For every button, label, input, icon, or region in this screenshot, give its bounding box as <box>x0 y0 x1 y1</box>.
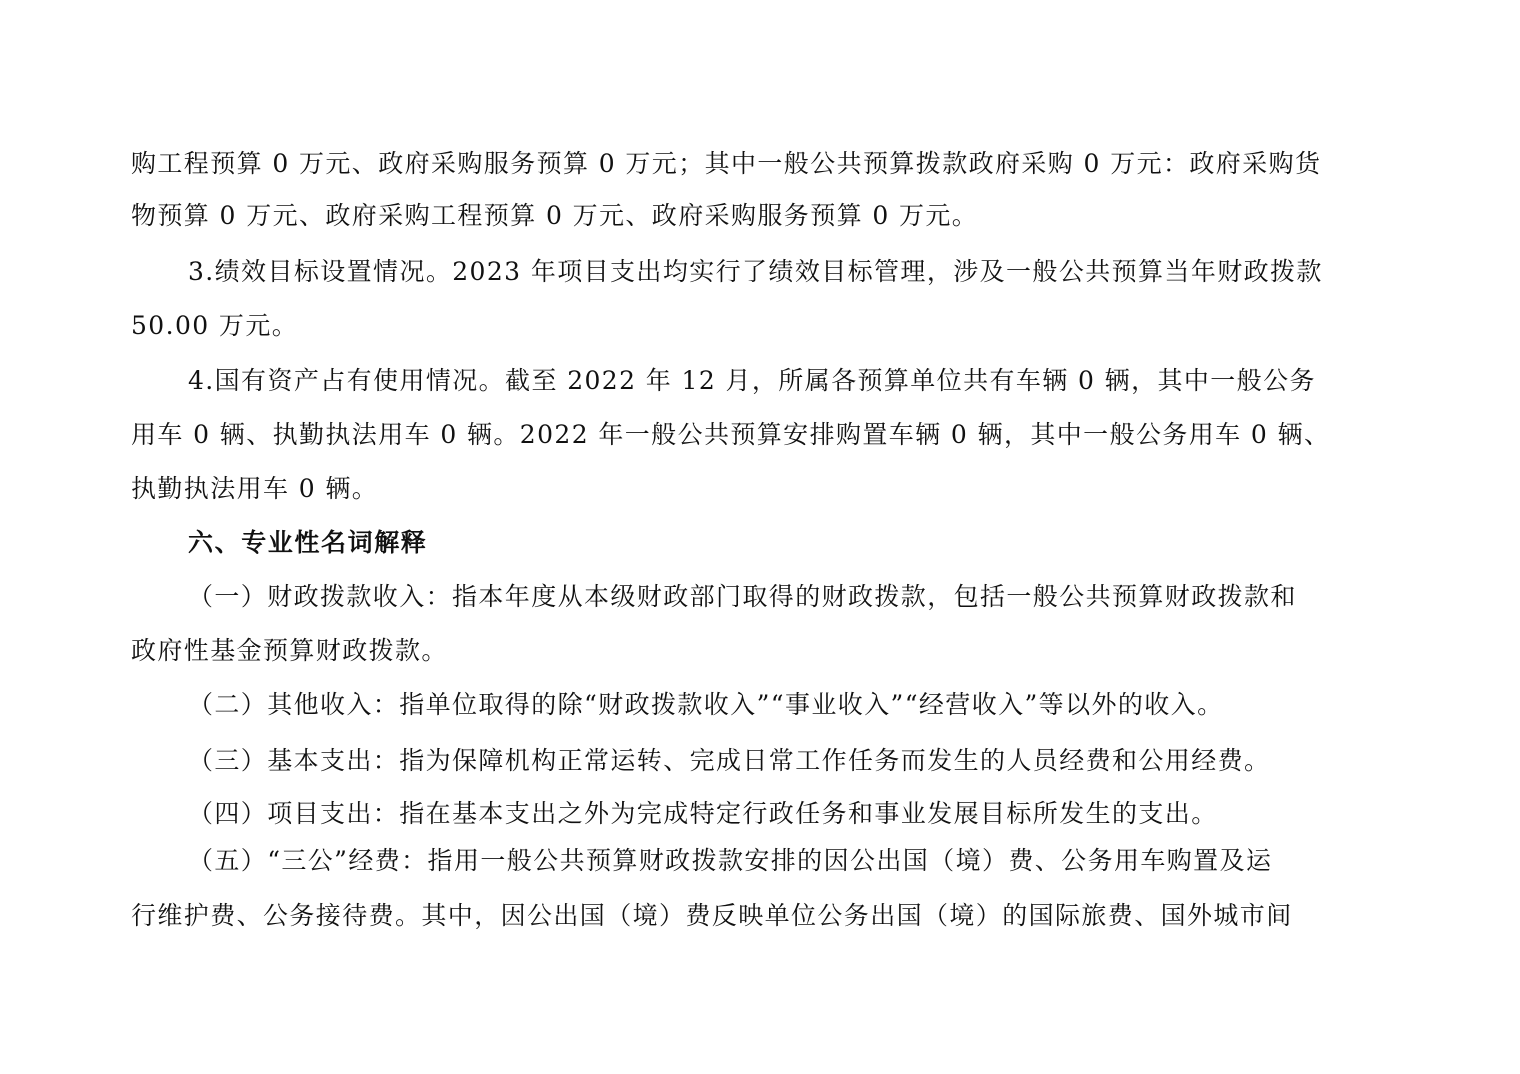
text-line-7: 执勤执法用车 0 辆。 <box>131 474 379 503</box>
text-line-9: （一）财政拨款收入：指本年度从本级财政部门取得的财政拨款，包括一般公共预算财政拨款和 <box>188 582 1297 611</box>
text-line-11: （二）其他收入：指单位取得的除“财政拨款收入”“事业收入”“经营收入”等以外的收入。 <box>188 690 1224 719</box>
text-line-3: 3.绩效目标设置情况。2023 年项目支出均实行了绩效目标管理，涉及一般公共预算当年财政拨款 <box>188 257 1323 286</box>
text-line-15: 行维护费、公务接待费。其中，因公出国（境）费反映单位公务出国（境）的国际旅费、国外城市间 <box>131 901 1293 930</box>
text-line-5: 4.国有资产占有使用情况。截至 2022 年 12 月，所属各预算单位共有车辆 0 辆，其中一般公务 <box>188 366 1316 395</box>
text-line-12: （三）基本支出：指为保障机构正常运转、完成日常工作任务而发生的人员经费和公用经费。 <box>188 746 1271 775</box>
text-line-4: 50.00 万元。 <box>131 311 299 340</box>
text-line-14: （五）“三公”经费：指用一般公共预算财政拨款安排的因公出国（境）费、公务用车购置及运 <box>188 846 1273 875</box>
text-line-1: 购工程预算 0 万元、政府采购服务预算 0 万元；其中一般公共预算拨款政府采购 0 万元：政府采购货 <box>131 149 1322 178</box>
text-line-13: （四）项目支出：指在基本支出之外为完成特定行政任务和事业发展目标所发生的支出。 <box>188 799 1218 828</box>
section-heading: 六、专业性名词解释 <box>188 528 428 557</box>
text-line-10: 政府性基金预算财政拨款。 <box>131 636 448 665</box>
text-line-2: 物预算 0 万元、政府采购工程预算 0 万元、政府采购服务预算 0 万元。 <box>131 201 979 230</box>
text-line-6: 用车 0 辆、执勤执法用车 0 辆。2022 年一般公共预算安排购置车辆 0 辆，其中一般公务用车 0 辆、 <box>131 420 1331 449</box>
